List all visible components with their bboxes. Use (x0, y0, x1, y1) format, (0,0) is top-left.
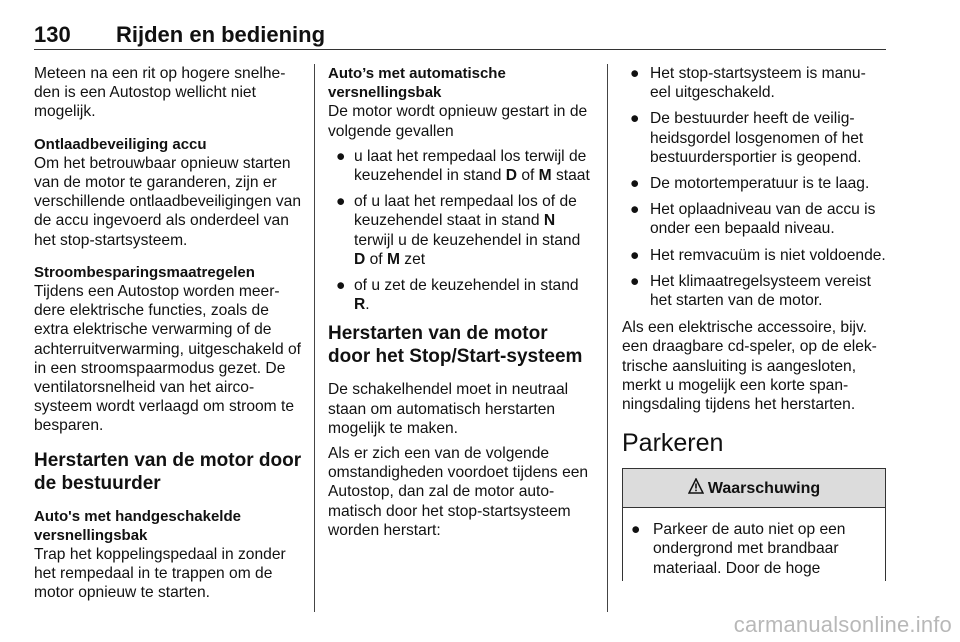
gear-d: D (354, 250, 366, 268)
restart-by-system-heading: Herstarten van de motor door het Stop/Start-systeem (328, 323, 583, 368)
bullet-icon: ● (630, 110, 640, 128)
page-header (34, 22, 886, 50)
warning-title: Waarschuwing (707, 479, 821, 497)
list-item-text: Het oplaadniveau van de accu is onder een bepaald niveau. (650, 201, 876, 238)
header-divider (34, 49, 886, 50)
list-item-text: Het klimaatregelsysteem vereist het starten van de motor. (650, 272, 871, 310)
column-divider-2 (607, 64, 608, 612)
gear-m: M (386, 250, 400, 268)
warning-icon (688, 478, 704, 498)
list-item-text: of (365, 250, 387, 268)
list-item-text: zet (399, 250, 426, 268)
bullet-icon: ● (630, 201, 640, 219)
chapter-title: Rijden en bediening (116, 22, 326, 47)
neutral-paragraph: De schakelhendel moet in neutraal staan om automatisch herstarten mogelijk te maken. (328, 381, 569, 437)
automatic-transmission-text: De motor wordt opnieuw gestart in de volgende gevallen (328, 103, 588, 140)
automatic-transmission-section (328, 64, 594, 141)
list-item (328, 276, 594, 314)
bullet-icon: ● (630, 246, 640, 264)
automatic-transmission-title: Auto’s met automatische versnellingsbak (328, 65, 506, 102)
restart-by-driver-heading: Herstarten van de motor door de bestuurder (34, 449, 302, 494)
bullet-icon: ● (630, 65, 640, 82)
list-item-text: of (517, 167, 539, 185)
power-saving-section (34, 263, 302, 436)
bullet-icon: ● (336, 277, 346, 295)
system-restart-conditions-list (622, 64, 886, 310)
parking-heading: Parkeren (622, 429, 724, 458)
bullet-icon: ● (630, 272, 640, 290)
list-item-text: . (365, 296, 370, 314)
page-number: 130 (34, 22, 71, 47)
list-item (622, 200, 886, 238)
warning-header (623, 469, 885, 508)
bullet-icon: ● (631, 521, 641, 539)
column-3 (622, 64, 886, 581)
power-saving-title: Stroombesparingsmaatregelen (34, 263, 255, 281)
list-item (328, 192, 594, 269)
list-item (622, 109, 886, 167)
warning-box (622, 468, 886, 581)
bullet-icon: ● (336, 147, 346, 165)
conditions-intro-paragraph: Als er zich een van de volgende omstandigheden voordoet tijdens een Autostop, dan zal de motor auto- matisch door het stop-startsysteem worden herstart: (328, 445, 589, 539)
list-item-text: of u zet de keuzehendel in stand (354, 277, 579, 295)
gear-n: N (543, 212, 556, 230)
list-item-text: of u laat het rempedaal los of de keuzehendel staat in stand (354, 193, 577, 230)
list-item (631, 520, 877, 578)
intro-paragraph: Meteen na een rit op hogere snelhe- den is een Autostop wellicht niet mogelijk. (34, 65, 286, 121)
restart-conditions-list (328, 147, 594, 315)
battery-protection-text: Om het betrouwbaar opnieuw starten van de motor te garanderen, zijn er verschillende ontlaadbeveiligingen van de accu ingevoerd als onderdeel van het stop-startsysteem. (34, 154, 302, 249)
list-item (622, 64, 886, 102)
gear-d: D (505, 167, 517, 185)
accessory-paragraph: Als een elektrische accessoire, bijv. een draagbare cd-speler, op de elek- trische aansluiting is aangesloten, merkt u mogelijk een korte span- ningsdaling tijdens het herstarten. (622, 319, 877, 414)
list-item (622, 272, 886, 310)
column-2 (328, 64, 594, 553)
list-item-text: De motortemperatuur is te laag. (650, 175, 870, 193)
power-saving-text: Tijdens een Autostop worden meer- dere elektrische functies, zoals de extra elektrische verwarming of de achterruitverwarming, uitgeschakeld of in een stroomspaarmodus gezet. De ventilatorsnelheid van het airco- systeem wordt verlaagd om stroom te besparen. (34, 283, 301, 435)
battery-protection-section (34, 135, 302, 250)
list-item-text: terwijl u de keuzehendel in stand (354, 231, 581, 249)
list-item-text: De bestuurder heeft de veilig- heidsgordel losgenomen of het bestuurdersportier is geopend. (650, 110, 864, 166)
column-1 (34, 64, 302, 616)
gear-r: R (354, 296, 366, 314)
list-item-text: Het remvacuüm is niet voldoende. (650, 246, 886, 264)
bullet-icon: ● (630, 175, 640, 193)
list-item-text: staat (551, 167, 590, 185)
list-item (622, 174, 886, 193)
list-item-text: u laat het rempedaal los terwijl de keuzehendel in stand (354, 147, 587, 185)
bullet-icon: ● (336, 193, 346, 211)
warning-body (623, 508, 885, 578)
list-item (328, 147, 594, 185)
watermark: carmanualsonline.info (733, 612, 952, 637)
list-item-text: Het stop-startsysteem is manu- eel uitgeschakeld. (650, 65, 866, 102)
column-divider-1 (314, 64, 315, 612)
manual-transmission-section (34, 507, 302, 603)
manual-transmission-title: Auto's met handgeschakelde versnellingsbak (34, 507, 241, 544)
list-item (622, 246, 886, 265)
warning-text: Parkeer de auto niet op een ondergrond met brandbaar materiaal. Door de hoge (653, 521, 846, 577)
gear-m: M (538, 167, 552, 185)
manual-transmission-text: Trap het koppelingspedaal in zonder het rempedaal in te trappen om de motor opnieuw te starten. (34, 546, 286, 602)
battery-protection-title: Ontlaadbeveiliging accu (34, 135, 207, 153)
